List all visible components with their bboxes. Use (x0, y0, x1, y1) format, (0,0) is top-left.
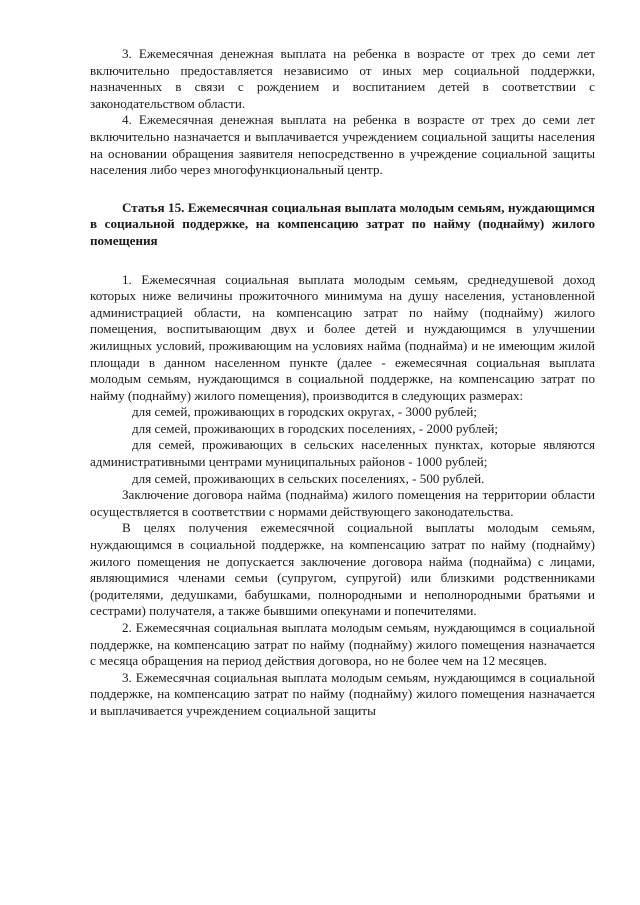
document-page (90, 46, 595, 720)
paragraph-rental-contract: Заключение договора найма (поднайма) жилого помещения на территории области осуществляется в соответствии с нормами действующего законодательства. (90, 487, 595, 519)
paragraph-contract-restrictions: В целях получения ежемесячной социальной выплаты молодым семьям, нуждающимся в социальной поддержке, на компенсацию затрат по найму (поднайму) жилого помещения не допускается заключение договора найма (поднайма) с лицами, являющимися членами семьи (супругом, супругой) или близкими родственниками (родителями, дедушками, бабушками, полнородными и неполнородными братьями и сестрами) получателя, а также бывшими опекунами и попечителями. (90, 520, 595, 619)
list-item-urban-settlements: для семей, проживающих в городских поселениях, - 2000 рублей; (132, 420, 499, 436)
list-item-urban-districts: для семей, проживающих в городских округах, - 3000 рублей; (132, 404, 477, 420)
article-15-heading: Статья 15. Ежемесячная социальная выплата молодым семьям, нуждающимся в социальной поддержке, на компенсацию затрат по найму (поднайму) жилого помещения (90, 199, 595, 248)
list-item-rural-admin-centers: для семей, проживающих в сельских населенных пунктах, которые являются административными центрами муниципальных районов - 1000 рублей; (90, 437, 595, 470)
paragraph-4-child-payment-assignment: 4. Ежемесячная денежная выплата на ребенка в возрасте от трех до семи лет включительно назначается и выплачивается учреждением социальной защиты населения на основании обращения заявителя непосредственно в учреждение социальной защиты населения либо через многофункциональный центр. (90, 112, 595, 178)
paragraph-3-child-payment-independence: 3. Ежемесячная денежная выплата на ребенка в возрасте от трех до семи лет включительно предоставляется независимо от иных мер социальной поддержки, назначенных в связи с рождением и воспитанием детей в соответствии с законодательством области. (90, 46, 595, 111)
paragraph-2-payment-period: 2. Ежемесячная социальная выплата молодым семьям, нуждающимся в социальной поддержке, на компенсацию затрат по найму (поднайму) жилого помещения назначается с месяца обращения на период действия договора, но не более чем на 12 месяцев. (90, 620, 595, 669)
paragraph-3-payment-assignment: 3. Ежемесячная социальная выплата молодым семьям, нуждающимся в социальной поддержке, на компенсацию затрат по найму (поднайму) жилого помещения назначается и выплачивается учреждением социальной защиты (90, 669, 595, 718)
paragraph-1-payment-sizes: 1. Ежемесячная социальная выплата молодым семьям, среднедушевой доход которых ниже величины прожиточного минимума на душу населения, установленной администрацией области, на компенсацию затрат по найму (поднайму) жилого помещения, воспитывающим двух и более детей и нуждающимся в улучшении жилищных условий, проживающим на условиях найма (поднайма) и не имеющим жилой площади в данном населенном пункте (далее - ежемесячная социальная выплата молодым семьям, нуждающимся в социальной поддержке, на компенсацию затрат по найму (поднайму) жилого помещения), производится в следующих размерах: (90, 271, 595, 403)
list-item-rural-settlements: для семей, проживающих в сельских поселениях, - 500 рублей. (132, 470, 485, 486)
